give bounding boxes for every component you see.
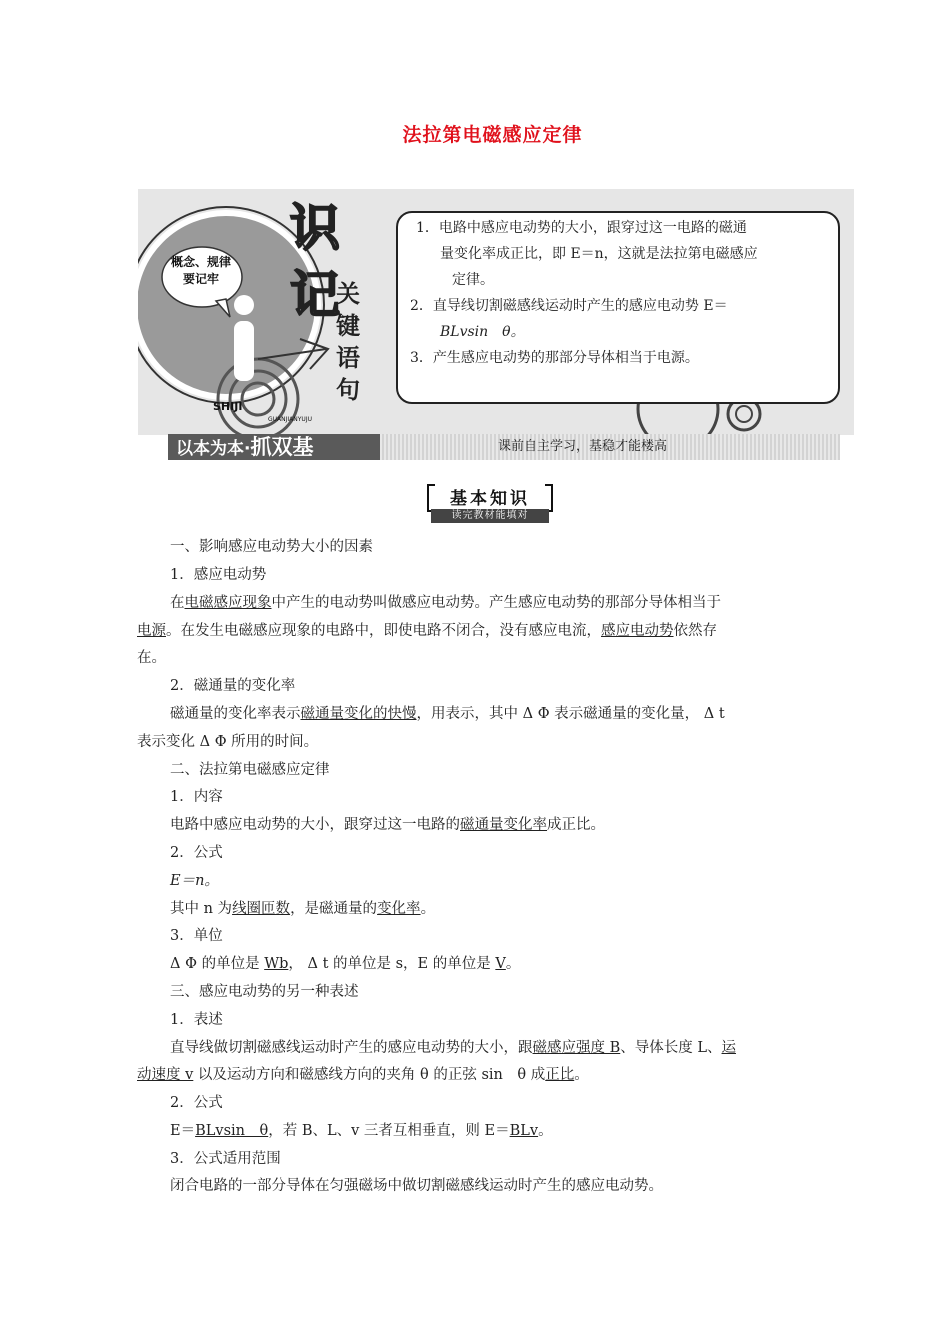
subheading: 1．感应电动势 [170, 567, 267, 583]
paragraph-line: 闭合电路的一部分导体在匀强磁场中做切割磁感线运动时产生的感应电动势。 [170, 1178, 663, 1194]
page-title: 法拉第电磁感应定律 [402, 124, 583, 146]
subheading: 2．公式 [170, 845, 223, 861]
text: 依然存 [673, 623, 717, 639]
text: 成正比。 [547, 817, 605, 833]
heading-1: 一、影响感应电动势大小的因素 [170, 539, 373, 555]
text: 以及运动方向和磁感线方向的夹角 θ 的正弦 sin θ 成 [193, 1067, 546, 1083]
paragraph-line [170, 815, 605, 835]
text: 在 [170, 595, 185, 611]
text: 。 [505, 956, 521, 972]
ribbon-subtitle-text: 课前自主学习，基稳才能楼高 [498, 439, 668, 454]
blank-answer: V [495, 956, 506, 972]
paragraph-line [170, 1038, 736, 1058]
section-badge [427, 484, 553, 524]
section-badge-subtitle: 读完教材能填对 [431, 509, 549, 523]
blank-answer: BLvsin θ [195, 1123, 269, 1139]
vertical-char: 关 [336, 280, 360, 308]
text: 。 [420, 901, 436, 917]
banner-big-char-2: 记 [290, 266, 340, 324]
text: 、导体长度 L、 [620, 1040, 722, 1056]
ribbon-label [168, 434, 380, 460]
text: 中产生的电动势叫做感应电动势。产生感应电动势的那部分导体相当于 [271, 595, 721, 611]
ribbon-subtitle [380, 434, 840, 460]
banner-vertical-title [336, 278, 366, 406]
text: 电路中感应电动势的大小，跟穿过这一电路的 [170, 817, 460, 833]
paragraph-line: 在。 [137, 650, 166, 666]
paragraph-line [170, 1121, 553, 1141]
paragraph-line: 表示变化 Δ Φ 所用的时间。 [137, 734, 319, 750]
blank-answer: Wb [264, 956, 289, 972]
paragraph-line [170, 704, 725, 724]
text: 。 [538, 1123, 553, 1139]
blank-answer: 磁通量变化率 [460, 817, 547, 833]
vertical-char: 语 [336, 344, 360, 372]
subheading: 3．公式适用范围 [170, 1151, 281, 1167]
blank-answer: 正比 [545, 1067, 575, 1083]
subheading: 3．单位 [170, 928, 223, 944]
text: 。 [574, 1067, 589, 1083]
text: 直导线做切割磁感线运动时产生的感应电动势的大小，跟 [170, 1040, 533, 1056]
bubble-line-2: 要记牢 [182, 272, 219, 286]
banner-shiji: SHIJI [213, 400, 243, 413]
subheading: 1．内容 [170, 789, 223, 805]
subheading: 1．表述 [170, 1012, 223, 1028]
paragraph-line [170, 593, 721, 613]
paragraph-line [137, 1065, 589, 1085]
text: ，是磁通量的 [290, 901, 378, 917]
key-points-box [396, 211, 840, 404]
blank-answer: 感应电动势 [601, 623, 674, 639]
blank-answer: 动速度 v [137, 1067, 194, 1083]
paragraph-line [137, 621, 717, 641]
heading-3: 三、感应电动势的另一种表述 [170, 984, 359, 1000]
text: ， Δ t 的单位是 s，E 的单位是 [288, 956, 496, 972]
vertical-char: 键 [336, 312, 360, 340]
text: E＝ [170, 1123, 196, 1139]
blank-answer: 变化率 [377, 901, 421, 917]
point-3-line-1: 3．产生感应电动势的那部分导体相当于电源。 [410, 350, 699, 366]
point-2-line-2: BLvsin θ。 [440, 324, 525, 340]
point-1-line-2: 量变化率成正比，即 E＝n，这就是法拉第电磁感应 [440, 246, 758, 262]
paragraph-line [170, 954, 520, 974]
paragraph-line [170, 899, 435, 919]
ribbon-text-a: 以本为本· [176, 439, 251, 459]
blank-answer: BLv [509, 1123, 539, 1139]
blank-answer: 磁感应强度 B [532, 1040, 621, 1056]
blank-answer: 线圈匝数 [232, 901, 291, 917]
blank-answer: 磁通量变化的快慢 [300, 706, 417, 722]
banner-big-char-1: 识 [290, 199, 340, 257]
text: ，用表示，其中 Δ Φ 表示磁通量的变化量， Δ t [416, 706, 725, 722]
point-2-line-1: 2．直导线切割磁感线运动时产生的感应电动势 E＝ [410, 298, 728, 314]
section-badge-title: 基本知识 [450, 489, 530, 509]
blank-answer: 电磁感应现象 [184, 595, 272, 611]
subheading: 2．公式 [170, 1095, 223, 1111]
text: 磁通量的变化率表示 [170, 706, 301, 722]
point-1-line-3: 定律。 [452, 272, 494, 288]
vertical-char: 句 [336, 376, 360, 404]
subheading: 2．磁通量的变化率 [170, 678, 296, 694]
point-1-line-1: 1．电路中感应电动势的大小，跟穿过这一电路的磁通 [416, 220, 747, 236]
formula: E＝n。 [170, 873, 219, 889]
text: 其中 n 为 [170, 901, 233, 917]
text: ，若 B、L、v 三者互相垂直，则 E＝ [268, 1123, 510, 1139]
speech-bubble [168, 254, 234, 302]
text: Δ Φ 的单位是 [170, 956, 265, 972]
ribbon-text-b: 抓双基 [250, 435, 314, 459]
heading-2: 二、法拉第电磁感应定律 [170, 762, 330, 778]
banner-shiji-sub: GUANJIANYUJU [268, 416, 312, 423]
blank-answer: 电源 [137, 623, 166, 639]
blank-answer: 运 [721, 1040, 737, 1056]
text: 。在发生电磁感应现象的电路中，即使电路不闭合，没有感应电流， [166, 623, 601, 639]
bubble-line-1: 概念、规律 [170, 255, 231, 269]
